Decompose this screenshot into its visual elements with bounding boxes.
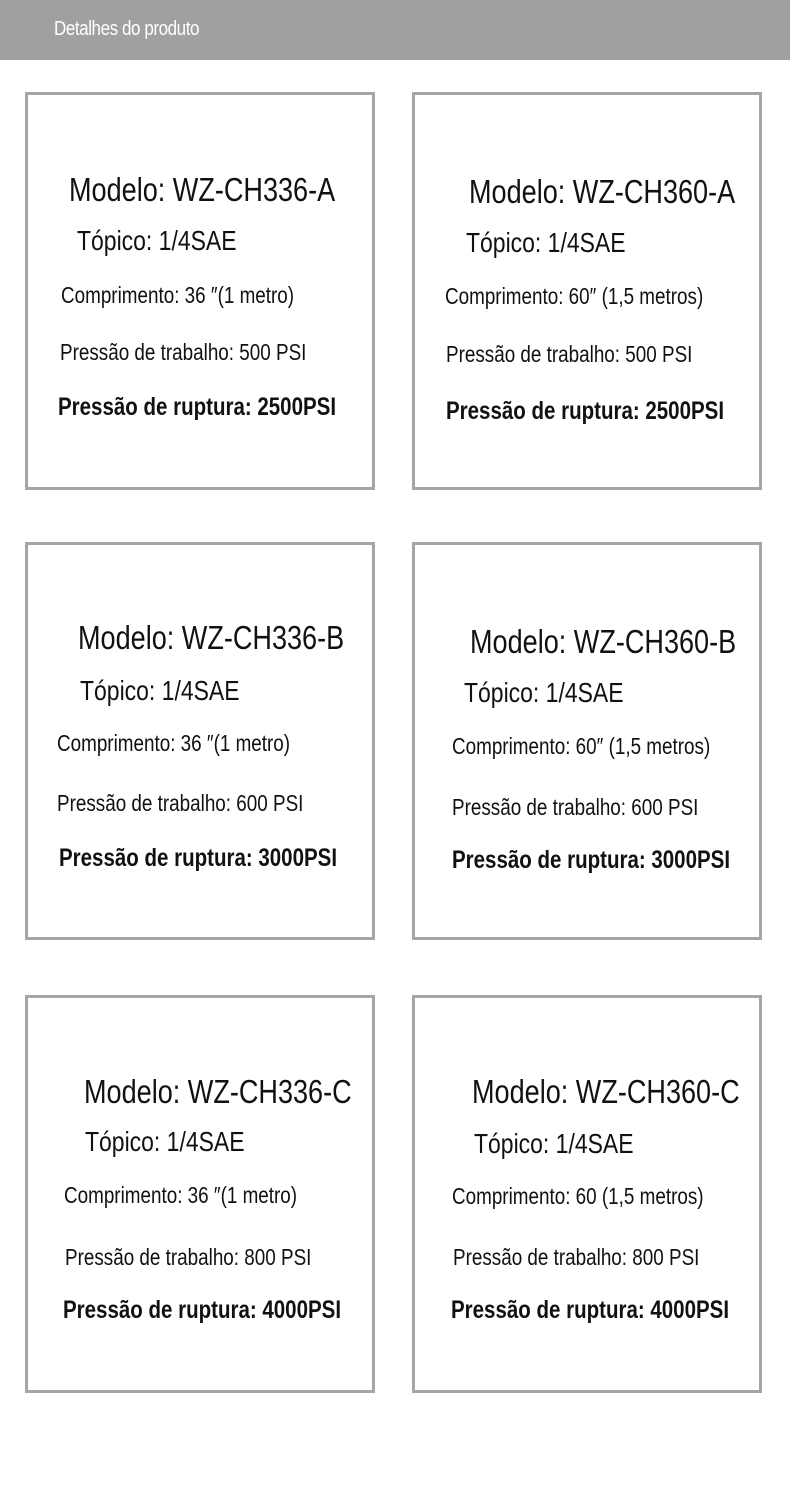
- page-title: Detalhes do produto: [54, 18, 200, 40]
- length-label: Comprimento: 60 (1,5 metros): [452, 1183, 704, 1209]
- burst-pressure-label: Pressão de ruptura: 2500PSI: [58, 393, 337, 421]
- burst-pressure-label: Pressão de ruptura: 3000PSI: [452, 846, 731, 874]
- product-card-wz-ch336-c: [25, 995, 375, 1393]
- model-label: Modelo: WZ-CH336-B: [78, 619, 345, 656]
- length-label: Comprimento: 36 ″(1 metro): [57, 730, 291, 756]
- length-label: Comprimento: 36 ″(1 metro): [64, 1182, 298, 1208]
- burst-pressure-label: Pressão de ruptura: 2500PSI: [446, 397, 725, 425]
- length-label: Comprimento: 60″ (1,5 metros): [445, 283, 704, 309]
- length-label: Comprimento: 60″ (1,5 metros): [452, 733, 711, 759]
- working-pressure-label: Pressão de trabalho: 500 PSI: [60, 339, 307, 365]
- product-card-wz-ch336-a: [25, 92, 375, 490]
- burst-pressure-label: Pressão de ruptura: 4000PSI: [63, 1296, 342, 1324]
- topic-label: Tópico: 1/4SAE: [466, 227, 626, 258]
- model-label: Modelo: WZ-CH336-C: [84, 1073, 352, 1110]
- product-card-wz-ch360-c: [412, 995, 762, 1393]
- model-label: Modelo: WZ-CH360-B: [470, 623, 737, 660]
- burst-pressure-label: Pressão de ruptura: 3000PSI: [59, 844, 338, 872]
- model-label: Modelo: WZ-CH336-A: [69, 171, 336, 208]
- burst-pressure-label: Pressão de ruptura: 4000PSI: [451, 1296, 730, 1324]
- model-label: Modelo: WZ-CH360-A: [469, 173, 736, 210]
- product-card-wz-ch360-a: [412, 92, 762, 490]
- topic-label: Tópico: 1/4SAE: [464, 677, 624, 708]
- product-card-wz-ch360-b: [412, 542, 762, 940]
- header-bar: [0, 0, 790, 60]
- working-pressure-label: Pressão de trabalho: 500 PSI: [446, 341, 693, 367]
- topic-label: Tópico: 1/4SAE: [80, 675, 240, 706]
- working-pressure-label: Pressão de trabalho: 800 PSI: [65, 1244, 312, 1270]
- product-card-wz-ch336-b: [25, 542, 375, 940]
- working-pressure-label: Pressão de trabalho: 800 PSI: [453, 1244, 700, 1270]
- model-label: Modelo: WZ-CH360-C: [472, 1073, 740, 1110]
- topic-label: Tópico: 1/4SAE: [85, 1126, 245, 1157]
- working-pressure-label: Pressão de trabalho: 600 PSI: [57, 790, 304, 816]
- topic-label: Tópico: 1/4SAE: [474, 1128, 634, 1159]
- topic-label: Tópico: 1/4SAE: [77, 225, 237, 256]
- length-label: Comprimento: 36 ″(1 metro): [61, 282, 295, 308]
- working-pressure-label: Pressão de trabalho: 600 PSI: [452, 794, 699, 820]
